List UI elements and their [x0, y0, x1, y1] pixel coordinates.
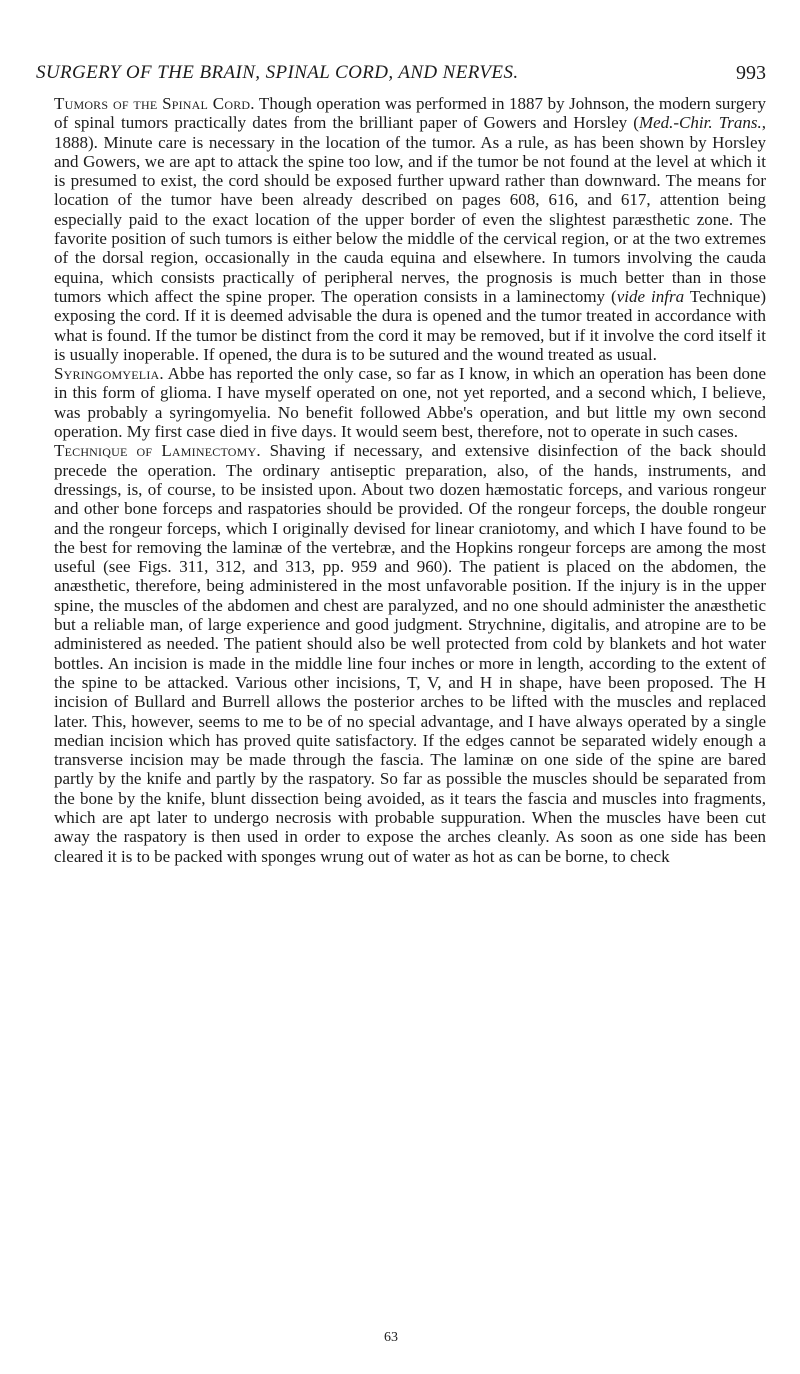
paragraph-text: Abbe has reported the only case, so far as I know, in which an operation has been done in this form of glioma. I have myself operated on one, not yet reported, and a second which, I believe, was probably a syringomyelia. No benefit followed Abbe's operation, and but little my own second operation. My first case died in five days. It would seem best, therefore, not to operate in such cases.: [54, 364, 766, 442]
page-header: [36, 62, 766, 86]
paragraph-text: Technique) exposing the cord. If it is deemed advisable the dura is opened and the tumor treated in accordance with what is found. If the tumor be distinct from the cord it may be removed, but if it involve the cord itself it is usually inoperable. If opened, the dura is to be sutured and the wound treated as usual.: [54, 286, 766, 364]
paragraph-text: , 1888). Minute care is necessary in the location of the tumor. As a rule, as has been shown by Horsley and Gowers, we are apt to attack the spine too low, and if the tumor be not found at the level at which it is presumed to exist, the cord should be exposed further upward rather than downward. The means for location of the tumor have been already described on pages 608, 616, and 617, attention being especially paid to the exact location of the upper border of even the slightest paræsthetic zone. The favorite position of such tumors is either below the middle of the cervical region, or at the two extremes of the dorsal region, occasionally in the cauda equina and elsewhere. In tumors involving the cauda equina, which consists practically of peripheral nerves, the prognosis is much better than in those tumors which affect the spine proper. The operation consists in a laminectomy (: [54, 113, 766, 306]
journal-citation: Med.-Chir. Trans.: [638, 113, 762, 133]
running-title: SURGERY OF THE BRAIN, SPINAL CORD, AND NERVES.: [36, 62, 519, 83]
paragraph-spinal-tumors: [54, 94, 766, 364]
section-heading-spinal-tumors: Tumors of the Spinal Cord.: [54, 94, 255, 113]
vide-infra: vide infra: [616, 286, 685, 306]
body-text: [54, 94, 766, 866]
paragraph-technique: [54, 441, 766, 866]
paragraph-syringomyelia: [54, 364, 766, 441]
section-heading-technique: Technique of Laminectomy.: [54, 441, 261, 461]
paragraph-text: Shaving if necessary, and extensive disinfection of the back should precede the operation. The ordinary antiseptic preparation, also, of the hands, instruments, and dressings, is, of course, to be insisted upon. About two dozen hæmostatic forceps, and various rongeur and other bone forceps and raspatories should be provided. Of the rongeur forceps, the double rongeur and the rongeur forceps, which I originally devised for linear craniotomy, and which I have found to be the best for removing the laminæ of the vertebræ, and the Hopkins rongeur forceps are among the most useful (see Figs. 311, 312, and 313, pp. 959 and 960). The patient is placed on the abdomen, the anæsthetic, therefore, being administered in the most unfavorable position. If the injury is in the upper spine, the muscles of the abdomen and chest are paralyzed, and no one should administer the anæsthetic but a reliable man, of large experience and good judgment. Strychnine, digitalis, and atropine are to be administered as needed. The patient should also be well protected from cold by blankets and hot water bottles. An incision is made in the middle line four inches or more in length, according to the extent of the spine to be attacked. Various other incisions, T, V, and H in shape, have been proposed. The H incision of Bullard and Burrell allows the posterior arches to be lifted with the muscles and replaced later. This, however, seems to me to be of no special advantage, and I have always operated by a single median incision which has proved quite satisfactory. If the edges cannot be separated widely enough a transverse incision may be made through the fascia. The laminæ on one side of the spine are bared partly by the knife and partly by the raspatory. So far as possible the muscles should be separated from the bone by the knife, blunt dissection being avoided, as it tears the fascia and muscles into fragments, which are apt later to undergo necrosis with probable suppuration. When the muscles have been cut away the raspatory is then used in order to expose the arches cleanly. As soon as one side has been cleared it is to be packed with sponges wrung out of water as hot as can be borne, to check: [54, 441, 766, 866]
paragraph-text: Though operation was performed in 1887 by Johnson, the modern surgery of spinal tumors practically dates from the brilliant paper of Gowers and Horsley (: [54, 94, 766, 133]
page-number: 993: [736, 62, 766, 84]
signature-mark: 63: [384, 1330, 398, 1345]
section-heading-syringomyelia: Syringomyelia.: [54, 364, 164, 384]
